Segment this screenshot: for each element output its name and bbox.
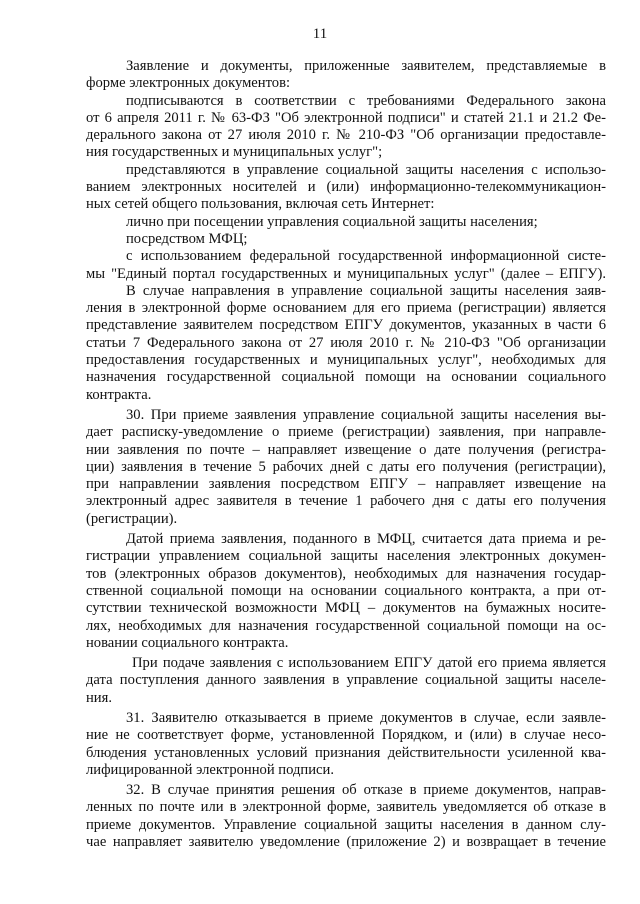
text-line: тов (электронных образов документов), необходимых для назначения государ- <box>86 565 606 582</box>
text-line: сутствии технической возможности МФЦ – документов на бумажных носите- <box>86 600 606 617</box>
text-line: дает расписку-уведомление о приеме (регистрации) заявления, при направле- <box>86 424 606 441</box>
text-line: Датой приема заявления, поданного в МФЦ, считается дата приема и ре- <box>126 531 606 548</box>
text-line: представляются в управление социальной защиты населения с использо- <box>126 161 606 178</box>
text-line: блюдения установленных условий признания действительности усиленной ква- <box>86 744 606 761</box>
text-line: ления в электронной форме основанием для его приема (регистрации) является <box>86 300 606 317</box>
text-line: ния государственных и муниципальных услуг"; <box>86 144 383 161</box>
page-number: 11 <box>312 26 328 42</box>
text-line: ванием электронных носителей и (или) информационно-телекоммуникацион- <box>86 179 606 196</box>
text-line: электронный адрес заявителя в течение 1 рабочего дня с даты его получения <box>86 493 606 510</box>
text-line: 32. В случае принятия решения об отказе в приеме документов, направ- <box>126 782 606 799</box>
text-line: подписываются в соответствии с требованиями Федерального закона <box>126 92 606 109</box>
text-line: от 6 апреля 2011 г. № 63-ФЗ "Об электронной подписи" и статей 21.1 и 21.2 Фе- <box>86 109 606 126</box>
text-line: приеме документов. Управление социальной защиты населения в данном слу- <box>86 816 606 833</box>
text-line: с использованием федеральной государственной информационной систе- <box>126 248 606 265</box>
text-line: лях, необходимых для назначения государственной социальной помощи на ос- <box>86 617 606 634</box>
text-line: контракта. <box>86 386 152 403</box>
text-line: 30. При приеме заявления управление социальной защиты населения вы- <box>126 406 606 423</box>
text-line: В случае направления в управление социальной защиты населения заяв- <box>126 282 606 299</box>
text-line: мы "Единый портал государственных и муниципальных услуг" (далее – ЕПГУ). <box>86 265 606 282</box>
text-line: ных сетей общего пользования, включая сеть Интернет: <box>86 196 435 213</box>
text-line: гистрации управлением социальной защиты населения электронных докумен- <box>86 548 606 565</box>
text-line: дата поступления данного заявления в управление социальной защиты населе- <box>86 672 606 689</box>
text-line: ния. <box>86 689 112 706</box>
text-line: чае направляет заявителю уведомление (приложение 2) и возвращает в течение <box>86 834 606 851</box>
text-line: статьи 7 Федерального закона от 27 июля 2010 г. № 210-ФЗ "Об организации <box>86 334 606 351</box>
text-line: лифицированной электронной подписи. <box>86 761 334 778</box>
text-line: ственной социальной помощи на основании социального контракта, а при от- <box>86 582 606 599</box>
text-line: назначения государственной социальной помощи на основании социального <box>86 369 606 386</box>
text-line: посредством МФЦ; <box>126 230 248 247</box>
text-line: новании социального контракта. <box>86 634 289 651</box>
text-line: ние не соответствует форме, установленной Порядком, и (или) в случае несо- <box>86 727 606 744</box>
text-line: 31. Заявителю отказывается в приеме документов в случае, если заявле- <box>126 709 606 726</box>
text-line: форме электронных документов: <box>86 75 291 92</box>
text-line: ленных по почте или в электронной форме, заявитель уведомляется об отказе в <box>86 799 606 816</box>
text-line: Заявление и документы, приложенные заявителем, представляемые в <box>126 58 606 74</box>
text-line: лично при посещении управления социальной защиты населения; <box>126 213 538 230</box>
text-line: ции) заявления в течение 5 рабочих дней с даты его получения (регистрации), <box>86 458 606 475</box>
text-line: представление заявителем посредством ЕПГУ документов, указанных в части 6 <box>86 317 606 334</box>
text-line: (регистрации). <box>86 510 178 527</box>
text-line: дерального закона от 27 июля 2010 г. № 210-ФЗ "Об организации предоставле- <box>86 127 606 144</box>
text-line: нии заявления по почте – направляет извещение о дате получения (регистра- <box>86 441 606 458</box>
document-body <box>86 58 606 851</box>
text-line: при направлении заявления посредством ЕПГУ – направляет извещение на <box>86 476 606 493</box>
text-line: При подаче заявления с использованием ЕПГУ датой его приема является <box>132 655 606 672</box>
text-line: предоставления государственных и муниципальных услуг", необходимых для <box>86 352 606 369</box>
